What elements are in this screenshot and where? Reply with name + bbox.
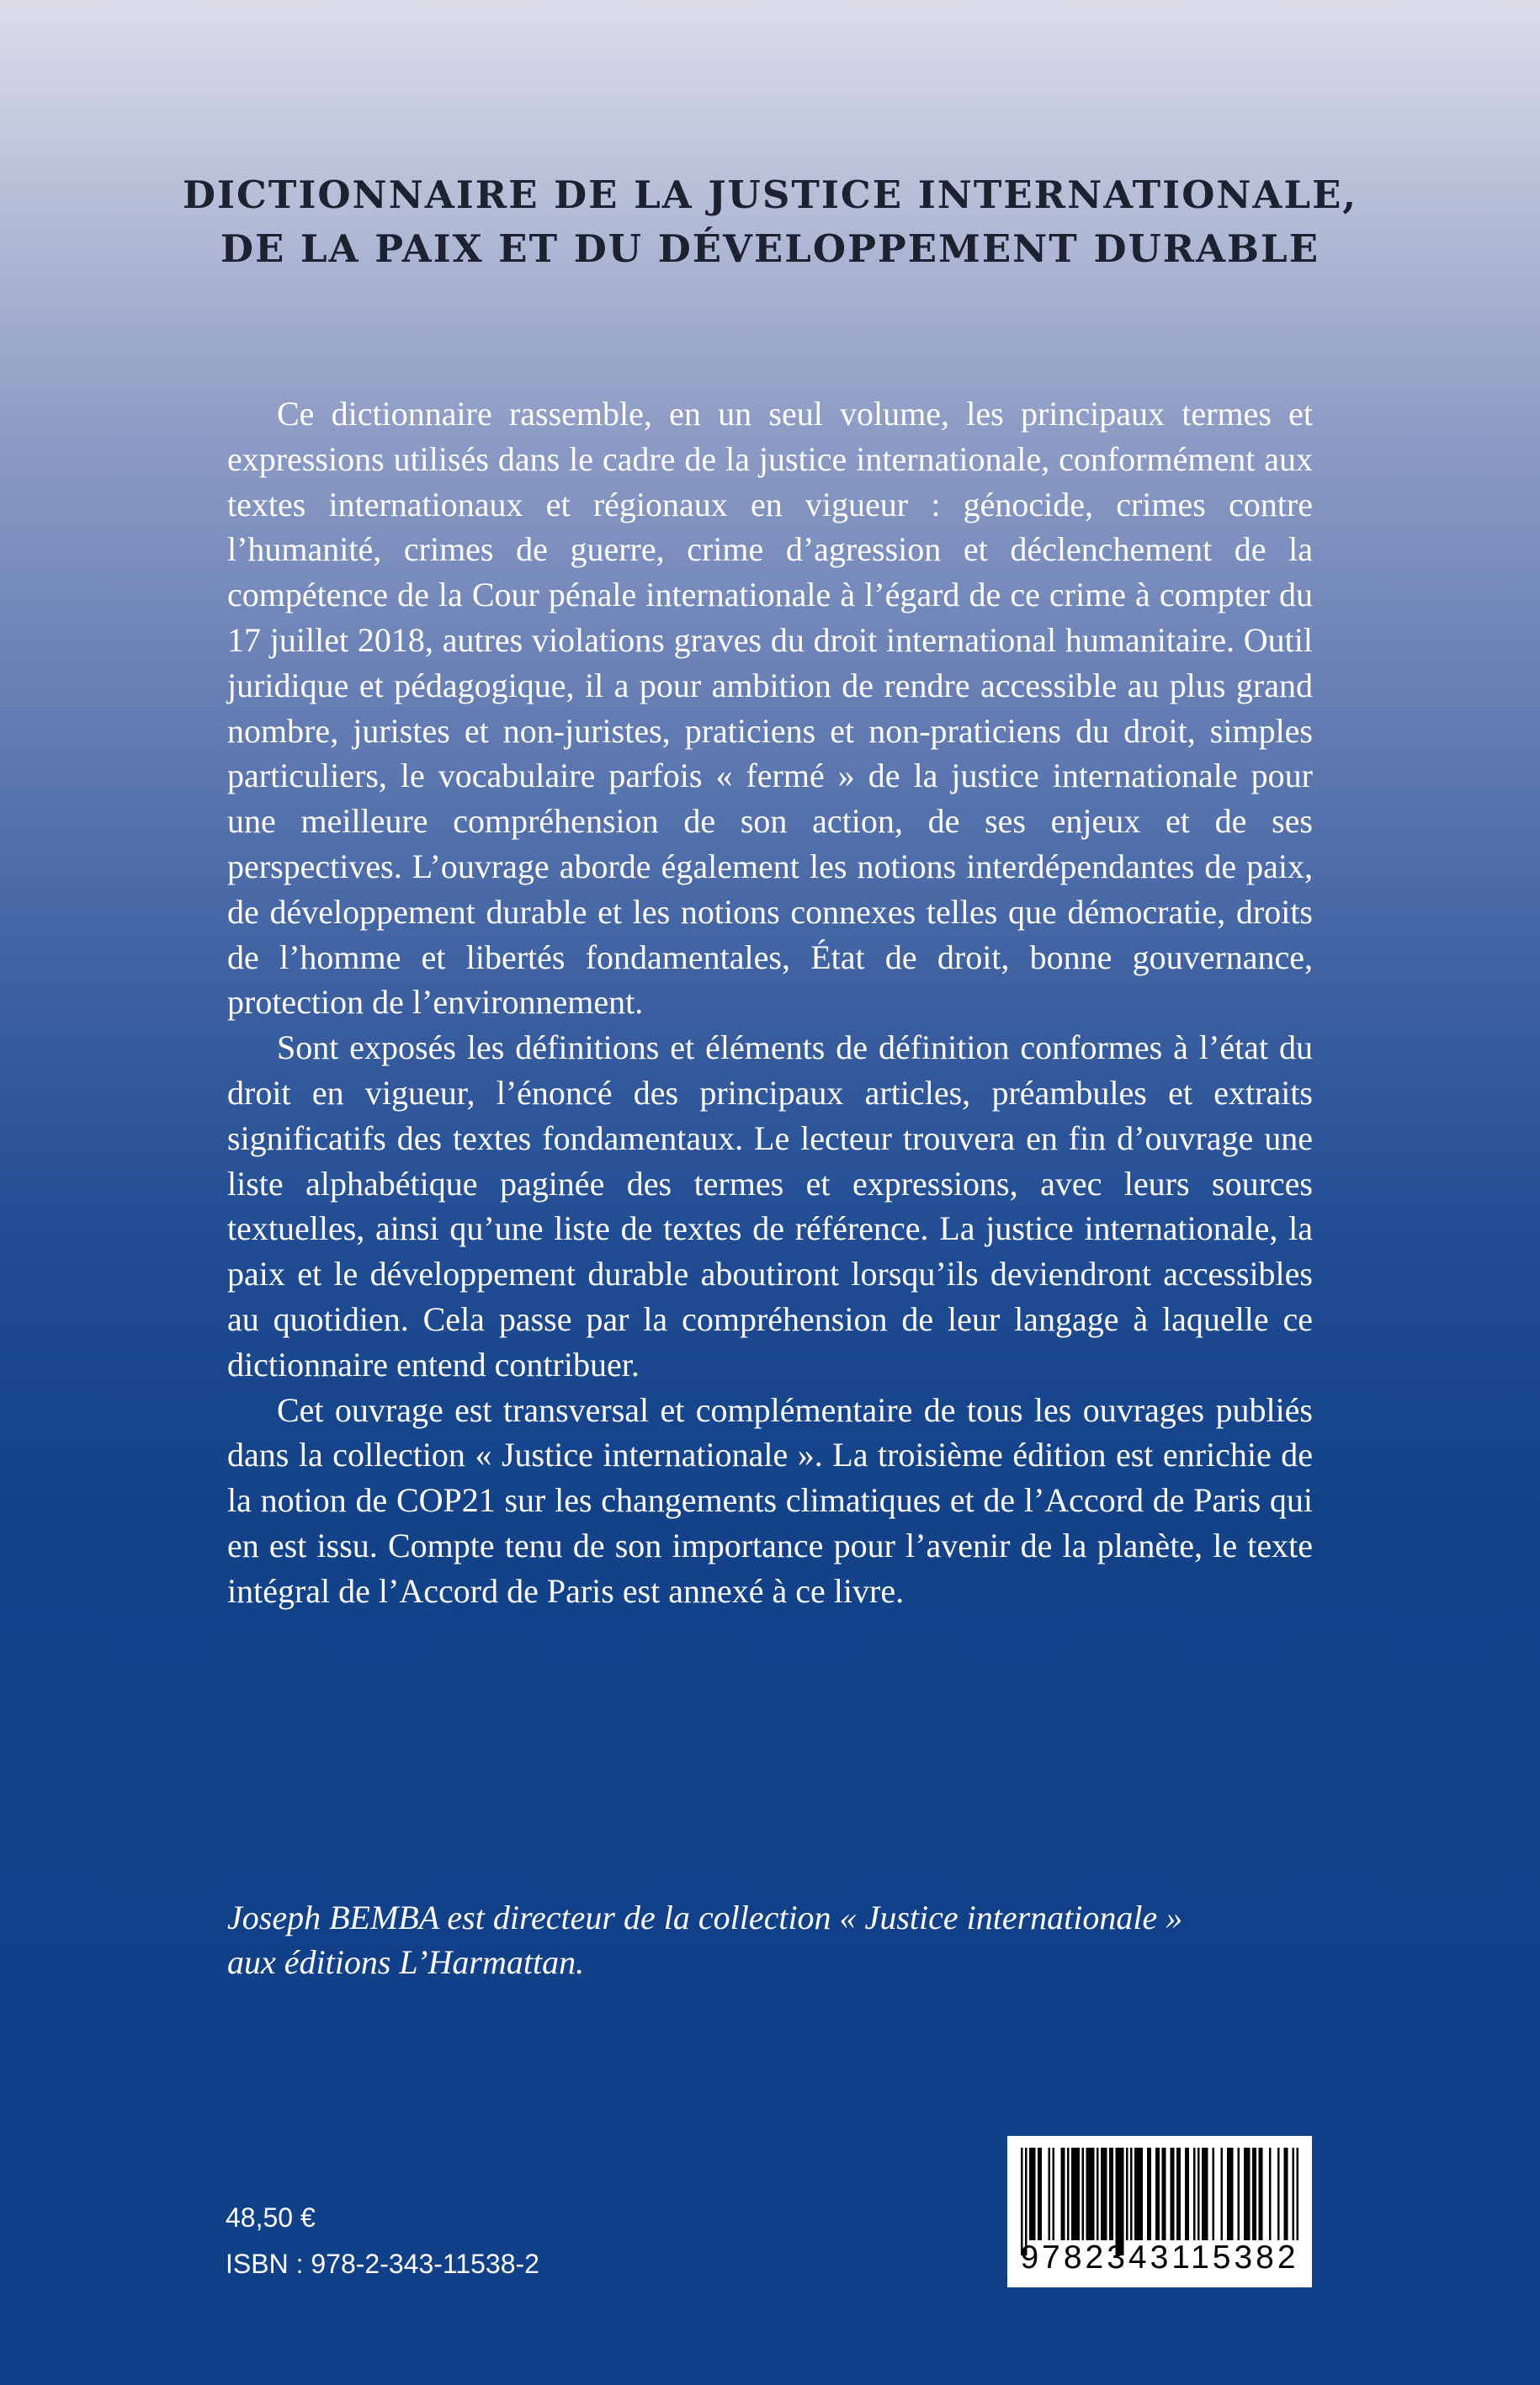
barcode-bar [1286, 2148, 1288, 2240]
barcode-bar [1229, 2148, 1232, 2240]
barcode-bar [1162, 2148, 1165, 2240]
barcode-bar [1105, 2148, 1107, 2240]
barcode-bar [1074, 2148, 1076, 2240]
barcode-bar [1139, 2148, 1141, 2240]
barcode-bar [1176, 2148, 1179, 2240]
book-title-line-2: DE LA PAIX ET DU DÉVELOPPEMENT DURABLE [220, 226, 1320, 271]
barcode-bar [1187, 2148, 1190, 2240]
barcode-bar [1086, 2148, 1089, 2240]
barcode-bar [1238, 2148, 1240, 2240]
blurb-text [227, 391, 1313, 1614]
price-label: 48,50 € [226, 2202, 316, 2233]
barcode-bar [1231, 2148, 1234, 2240]
barcode-bar [1261, 2148, 1263, 2240]
barcode-bar [1067, 2148, 1070, 2240]
barcode-bar [1101, 2148, 1103, 2240]
barcode-bar [1075, 2148, 1078, 2240]
barcode-bar [1213, 2148, 1215, 2240]
barcode-bar [1033, 2148, 1036, 2240]
isbn-label: ISBN : 978-2-343-11538-2 [226, 2249, 539, 2279]
barcode-bar [1032, 2148, 1034, 2240]
barcode-bar [1137, 2148, 1139, 2240]
barcode-bar [1179, 2148, 1182, 2240]
barcode-bar [1269, 2148, 1272, 2240]
barcode-bar [1171, 2148, 1173, 2240]
book-title [126, 168, 1414, 276]
barcode-digits: 9782343115382 [1020, 2239, 1299, 2276]
barcode-bar [1277, 2148, 1280, 2240]
blurb-paragraph-2: Sont exposés les définitions et éléments de définition conformes à l’état du droit en vigueur, l’énoncé des principaux articles, préambules et extraits significatifs des textes fondamentaux. Le lecteur trouvera en fin d’ouvrage une liste alphabétique paginée des termes et expressions, avec leurs sources textuelles, ainsi qu’une liste de textes de référence. La justice internationale, la paix et le développement durable aboutiront lorsqu’ils deviendront accessibles au quotidien. Cela passe par la compréhension de leur langage à laquelle ce dictionnaire entend contribuer. [227, 1028, 1313, 1384]
barcode-bar [1130, 2148, 1133, 2240]
barcode-bar [1252, 2148, 1255, 2240]
barcode-bar [1078, 2148, 1081, 2240]
barcode [1007, 2136, 1312, 2287]
barcode-bar [1227, 2148, 1229, 2240]
barcode-bar [1029, 2148, 1032, 2240]
barcode-bar [1185, 2148, 1187, 2240]
barcode-bar [1063, 2148, 1065, 2240]
barcode-bar [1197, 2148, 1200, 2240]
barcode-bar [1206, 2148, 1208, 2240]
author-note [227, 1895, 1321, 1984]
barcode-bar [1297, 2148, 1299, 2240]
author-note-line-2: aux éditions L’Harmattan. [227, 1943, 585, 1981]
barcode-bar [1088, 2148, 1091, 2240]
barcode-bar [1246, 2148, 1249, 2240]
barcode-bar [1103, 2148, 1106, 2240]
book-title-line-1: DICTIONNAIRE DE LA JUSTICE INTERNATIONALE, [182, 173, 1358, 217]
barcode-bar [1049, 2148, 1051, 2240]
barcode-bar [1082, 2148, 1085, 2240]
barcode-bar [1141, 2148, 1144, 2240]
barcode-bar [1091, 2148, 1093, 2240]
barcode-bar [1202, 2148, 1204, 2240]
barcode-bar [1109, 2148, 1112, 2240]
barcode-bar [1172, 2148, 1175, 2240]
barcode-bar [1164, 2148, 1166, 2240]
barcode-bar [1248, 2148, 1251, 2240]
author-note-line-1: Joseph BEMBA est directeur de la collection « Justice internationale » [227, 1899, 1183, 1936]
barcode-bar [1193, 2148, 1196, 2240]
barcode-bar [1284, 2148, 1287, 2240]
barcode-bar [1147, 2148, 1150, 2240]
barcode-bar [1293, 2148, 1295, 2240]
barcode-bar [1259, 2148, 1261, 2240]
barcode-bar [1150, 2148, 1152, 2240]
barcode-bar [1221, 2148, 1224, 2240]
barcode-bar [1061, 2148, 1064, 2240]
barcode-bar [1053, 2148, 1055, 2240]
barcode-bar [1134, 2148, 1137, 2240]
barcode-bar [1038, 2148, 1040, 2240]
barcode-bar [1097, 2148, 1099, 2240]
barcode-bar [1204, 2148, 1207, 2240]
blurb-paragraph-3: Cet ouvrage est transversal et complémentaire de tous les ouvrages publiés dans la collection « Justice internationale ». La troisième édition est enrichie de la notion de COP21 sur les changements climatiques et de l’Accord de Paris qui en est issu. Compte tenu de son importance pour l’avenir de la planète, le texte intégral de l’Accord de Paris est annexé à ce livre. [227, 1390, 1313, 1610]
barcode-bar [1158, 2148, 1160, 2240]
barcode-bar [1112, 2148, 1114, 2240]
barcode-bar [1071, 2148, 1074, 2240]
barcode-bar [1092, 2148, 1095, 2240]
blurb-paragraph-1: Ce dictionnaire rassemble, en un seul volume, les principaux termes et expressions utilisés dans le cadre de la justice internationale, conformément aux textes internationaux et régionaux en vigueur : génocide, crimes contre l’humanité, crimes de guerre, crime d’agression et déclenchement de la compétence de la Cour pénale internationale à l’égard de ce crime à compter du 17 juillet 2018, autres violations graves du droit international humanitaire. Outil juridique et pédagogique, il a pour ambition de rendre accessible au plus grand nombre, juristes et non-juristes, praticiens et non-praticiens du droit, simples particuliers, le vocabulaire parfois « fermé » de la justice internationale pour une meilleure compréhension de son action, de ses enjeux et de ses perspectives. L’ouvrage aborde également les notions interdépendantes de paix, de développement durable et les notions connexes telles que démocratie, droits de l’homme et libertés fondamentales, État de droit, bonne gouvernance, protection de l’environnement. [227, 395, 1313, 1022]
barcode-bar [1255, 2148, 1257, 2240]
barcode-bar [1126, 2148, 1128, 2240]
barcode-bar [1244, 2148, 1246, 2240]
barcode-bar [1155, 2148, 1158, 2240]
barcode-bar [1040, 2148, 1043, 2240]
